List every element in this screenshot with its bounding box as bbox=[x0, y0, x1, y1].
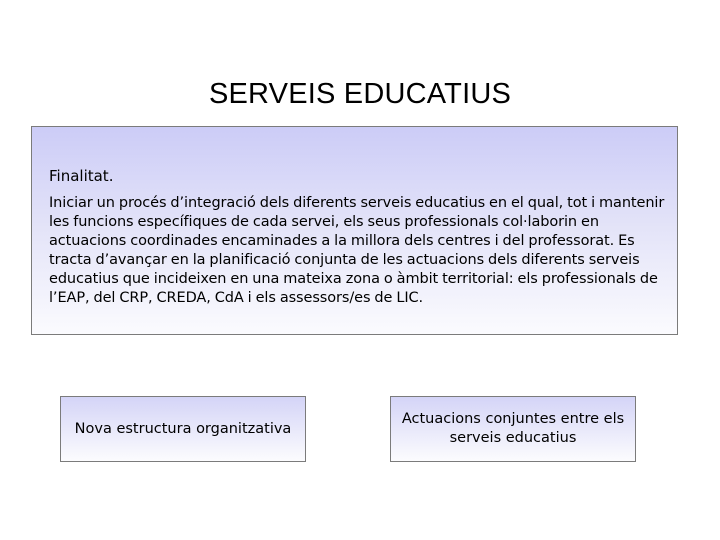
purpose-text: Iniciar un procés d’integració dels diferents serveis educatius en el qual, tot i mantenir les funcions específiques de cada servei, els seus professionals col·laborin en actuacions coordinades encaminades a la millora dels centres i del professorat. Es tracta d’avançar en la planificació conjunta de les actuacions dels diferents serveis educatius que incideixen en una mateixa zona o àmbit territorial: els professionals de l’EAP, del CRP, CREDA, CdA i els assessors/es de LIC. bbox=[49, 195, 665, 306]
purpose-heading: Finalitat. bbox=[49, 167, 114, 185]
new-structure-box bbox=[60, 396, 306, 462]
purpose-box bbox=[31, 126, 678, 335]
joint-actions-box bbox=[390, 396, 636, 462]
slide-title: SERVEIS EDUCATIUS bbox=[208, 78, 512, 110]
joint-actions-label: Actuacions conjuntes entre els serveis educatius bbox=[401, 411, 625, 446]
new-structure-label: Nova estructura organitzativa bbox=[74, 420, 292, 437]
